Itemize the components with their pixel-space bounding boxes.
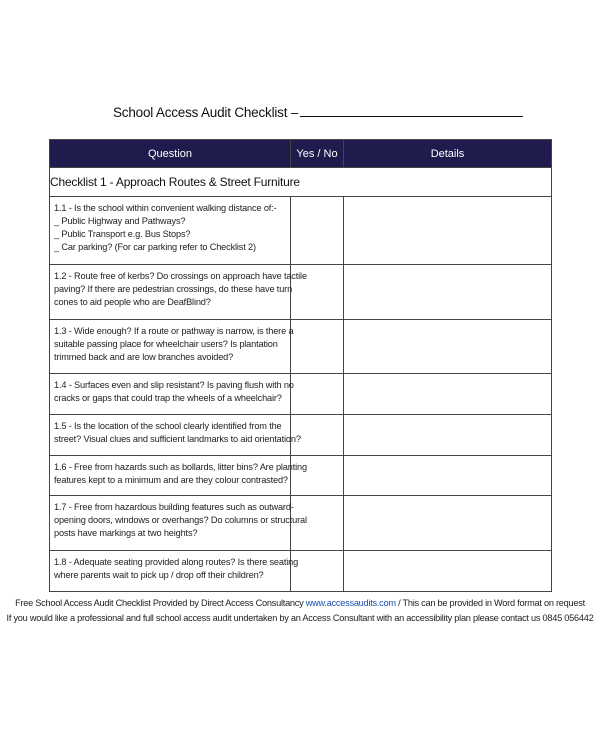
- footer-contact-text: If you would like a professional and full school access audit undertaken by an Access Consultant with an accessibility plan please contact us 0845 056442: [6, 613, 594, 623]
- website-link[interactable]: www.accessaudits.com: [305, 598, 396, 608]
- section-title: Checklist 1 - Approach Routes & Street Furniture: [50, 168, 552, 197]
- question-line: 1.8 - Adequate seating provided along routes? Is there seating: [54, 557, 299, 567]
- document-title-text: School Access Audit Checklist –: [113, 105, 299, 120]
- details-cell[interactable]: [344, 551, 552, 592]
- question-cell: [50, 374, 294, 415]
- audit-checklist-table: [49, 139, 552, 592]
- yes-no-cell[interactable]: [291, 374, 344, 415]
- table-row: [50, 374, 552, 415]
- footer-line-2: [0, 613, 600, 623]
- question-line: posts have markings at two heights?: [54, 528, 198, 538]
- question-line: 1.1 - Is the school within convenient walking distance of:-: [54, 203, 277, 213]
- table-row: [50, 320, 552, 374]
- question-cell: [50, 415, 301, 456]
- table-row: [50, 197, 552, 265]
- table-row: [50, 496, 552, 551]
- details-cell[interactable]: [344, 265, 552, 320]
- header-details: Details: [344, 140, 552, 168]
- footer-line-1: [0, 598, 600, 608]
- question-line: 1.2 - Route free of kerbs? Do crossings on approach have tactile: [54, 271, 307, 281]
- yes-no-cell[interactable]: [291, 551, 344, 592]
- question-cell: [50, 197, 291, 265]
- question-line: 1.5 - Is the location of the school clearly identified from the: [54, 421, 282, 431]
- question-line: cracks or gaps that could trap the wheels of a wheelchair?: [54, 393, 282, 403]
- table-row: [50, 551, 552, 592]
- question-line: trimmed back and are low branches avoided?: [54, 352, 234, 362]
- footer-text: / This can be provided in Word format on request: [395, 598, 585, 608]
- question-line: cones to aid people who are DeafBlind?: [54, 297, 211, 307]
- question-cell: [50, 551, 299, 592]
- details-cell[interactable]: [344, 320, 552, 374]
- header-yes-no: Yes / No: [291, 140, 344, 168]
- question-line: _ Car parking? (For car parking refer to Checklist 2): [54, 242, 256, 252]
- question-cell: [50, 265, 307, 320]
- table-row: [50, 265, 552, 320]
- question-line: suitable passing place for wheelchair users? Is plantation: [54, 339, 278, 349]
- question-line: paving? If there are pedestrian crossings, do these have turn: [54, 284, 293, 294]
- question-line: where parents wait to pick up / drop off their children?: [54, 570, 264, 580]
- yes-no-cell[interactable]: [291, 320, 344, 374]
- table-row: [50, 415, 552, 456]
- question-line: 1.3 - Wide enough? If a route or pathway is narrow, is there a: [54, 326, 294, 336]
- table-row: [50, 456, 552, 496]
- yes-no-cell[interactable]: [291, 197, 344, 265]
- question-line: 1.6 - Free from hazards such as bollards, litter bins? Are planting: [54, 462, 307, 472]
- document-title: [113, 104, 523, 120]
- question-line: _ Public Transport e.g. Bus Stops?: [54, 229, 191, 239]
- question-cell: [50, 496, 307, 551]
- footer-text: Free School Access Audit Checklist Provided by Direct Access Consultancy: [15, 598, 306, 608]
- question-line: 1.7 - Free from hazardous building features such as outward-: [54, 502, 294, 512]
- question-line: _ Public Highway and Pathways?: [54, 216, 186, 226]
- question-line: features kept to a minimum and are they colour contrasted?: [54, 475, 288, 485]
- details-cell[interactable]: [344, 415, 552, 456]
- details-cell[interactable]: [344, 456, 552, 496]
- section-row: [50, 168, 552, 197]
- details-cell[interactable]: [344, 374, 552, 415]
- question-cell: [50, 320, 294, 374]
- title-fill-line: [300, 104, 523, 117]
- header-question: Question: [50, 140, 291, 168]
- details-cell[interactable]: [344, 496, 552, 551]
- question-line: 1.4 - Surfaces even and slip resistant? Is paving flush with no: [54, 380, 294, 390]
- question-cell: [50, 456, 307, 496]
- table-header-row: [50, 140, 552, 168]
- question-line: street? Visual clues and sufficient landmarks to aid orientation?: [54, 434, 301, 444]
- details-cell[interactable]: [344, 197, 552, 265]
- question-line: opening doors, windows or overhangs? Do columns or structural: [54, 515, 307, 525]
